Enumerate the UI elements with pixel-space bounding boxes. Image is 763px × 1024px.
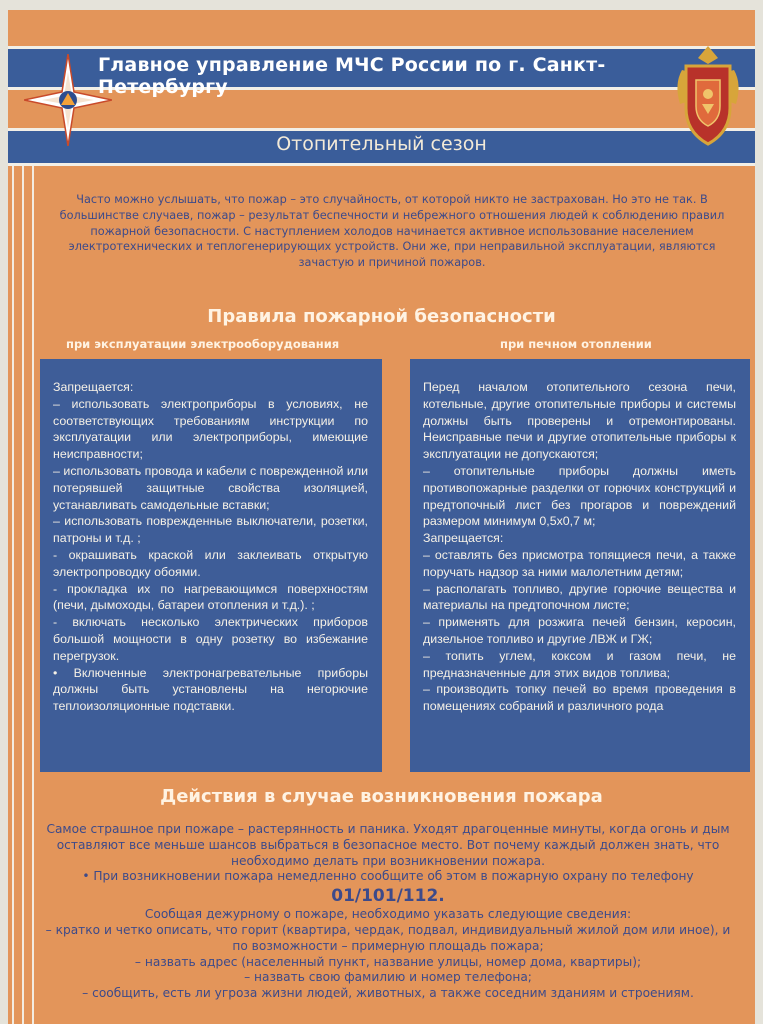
electric-rule-line: - прокладка их по нагревающимся поверхностям (печи, дымоходы, батареи отопления и т.д.). ; xyxy=(53,581,368,613)
report-item: – назвать адрес (населенный пункт, название улицы, номер дома, квартиры); xyxy=(134,954,642,969)
intro-text: Часто можно услышать, что пожар – это случайность, от которой никто не застрахован. Но это не так. В большинстве случаев, пожар – результат беспечности и небрежного отношения людей к соблюдению правил пожарной безопасности. С наступлением холодов начинается активное использование населением электротехнических и теплогенерирующих устройств. Они же, при неправильной эксплуатации, являются зачастую и причиной пожаров. xyxy=(59,193,725,270)
report-intro: Сообщая дежурному о пожаре, необходимо указать следующие сведения: xyxy=(144,907,632,922)
left-stripes xyxy=(8,160,38,1024)
electric-column-heading: при эксплуатации электрооборудования xyxy=(66,337,340,351)
emergency-phone: 01/101/112. xyxy=(331,886,445,907)
stove-column-heading: при печном отоплении xyxy=(500,337,652,351)
actions-text xyxy=(38,822,738,1002)
electric-rule-line: • Включенные электронагревательные приборы должны быть установлены на негорючие теплоизоляционные подставки. xyxy=(53,665,368,714)
electric-rule-line: - включать несколько электрических приборов большой мощности в одну розетку во избежание перегрузок. xyxy=(53,615,368,663)
call-instruction: • При возникновении пожара немедленно сообщите об этом в пожарную охрану по телефону xyxy=(82,869,694,884)
report-item: – назвать свою фамилию и номер телефона; xyxy=(244,970,532,985)
report-item: – сообщить, есть ли угроза жизни людей, животных, а также соседним зданиям и строениям. xyxy=(82,986,694,1001)
electric-rules-panel xyxy=(40,359,382,772)
electric-rule-line: – использовать электроприборы в условиях, не соответствующих требованиям инструкции по эксплуатации или электроприборы, имеющие неисправности; xyxy=(53,396,368,462)
poster xyxy=(8,10,755,1024)
electric-rule-line: - окрашивать краской или заклеивать открытую электропроводку обоями. xyxy=(53,547,368,579)
rules-title: Правила пожарной безопасности xyxy=(207,306,556,327)
stove-rule-line: – производить топку печей во время проведения в помещениях собраний и различного рода xyxy=(423,682,736,714)
page-title: Отопительный сезон xyxy=(276,133,487,155)
actions-paragraph: Самое страшное при пожаре – растерянность и паника. Уходят драгоценные минуты, когда огонь и дым оставляют все меньше шансов выбраться в безопасное место. Вот почему каждый должен знать, что необходимо делать при возникновении пожара. xyxy=(46,822,730,868)
emercom-star-icon xyxy=(24,54,112,146)
electric-rule-line: Запрещается: xyxy=(53,380,134,394)
electric-rule-line: – использовать провода и кабели с поврежденной или потерявшей защитные свойства изоляцией, устанавливать самодельные вставки; xyxy=(53,463,368,512)
stove-rules-panel xyxy=(410,359,750,772)
stove-rule-line: Запрещается: xyxy=(423,531,504,546)
stove-rule-line: Перед началом отопительного сезона печи, котельные, другие отопительные приборы и системы должны быть проверены и отремонтированы. Неисправные печи и другие отопительные приборы к эксплуатации не допускаются; xyxy=(423,380,736,462)
header-title: Главное управление МЧС России по г. Санкт-Петербургу xyxy=(98,54,606,98)
stove-rule-line: – оставлять без присмотра топящиеся печи, а также поручать надзор за ними малолетним детям; xyxy=(423,547,736,579)
actions-title: Действия в случае возникновения пожара xyxy=(160,786,603,807)
stove-rule-line: – располагать топливо, другие горючие вещества и материалы на предтопочном листе; xyxy=(423,581,736,613)
stove-rule-line: – топить углем, коксом и газом печи, не предназначенные для этих видов топлива; xyxy=(423,648,736,680)
stove-rule-line: – отопительные приборы должны иметь противопожарные разделки от горючих конструкций и предтопочный лист без прогаров и повреждений размером минимум 0,5х0,7 м; xyxy=(423,463,736,529)
electric-rule-line: – использовать поврежденные выключатели, розетки, патроны и т.д. ; xyxy=(53,514,368,546)
stove-rule-line: – применять для розжига печей бензин, керосин, дизельное топливо и другие ЛВЖ и ГЖ; xyxy=(423,615,736,646)
report-item: – кратко и четко описать, что горит (квартира, чердак, подвал, индивидуальный жилой дом или иное), и по возможности – примерную площадь пожара; xyxy=(45,922,731,953)
coat-of-arms-icon xyxy=(672,44,744,148)
